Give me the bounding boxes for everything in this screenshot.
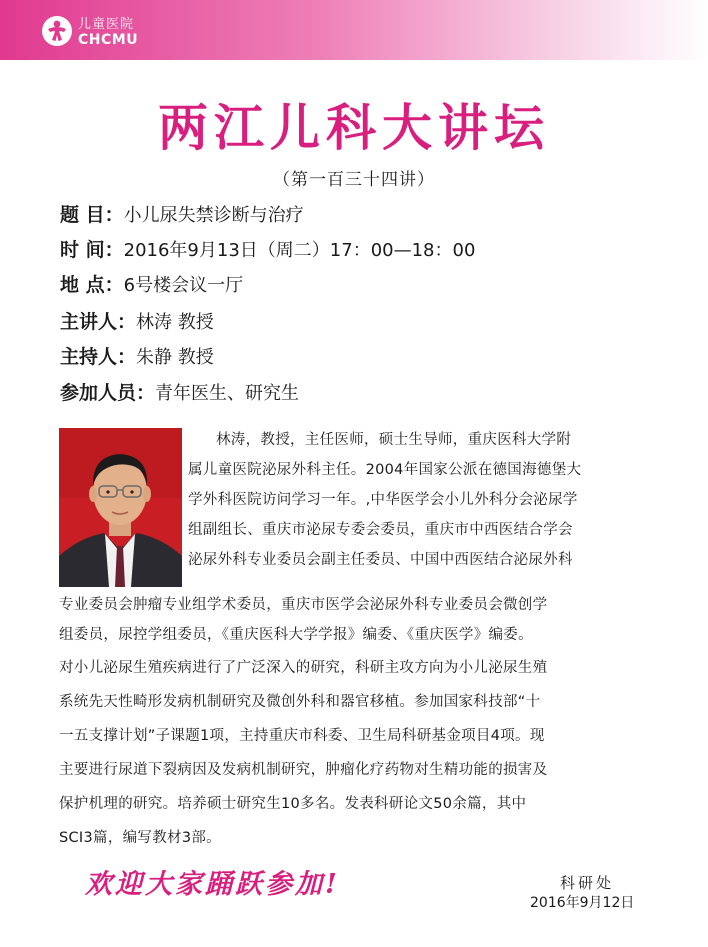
bio-line: 专业委员会肿瘤专业组学术委员，重庆市医学会泌尿外科专业委员会微创学: [59, 597, 548, 613]
place-value: 6号楼会议一厅: [123, 275, 244, 296]
bio-line: 林涛，教授，主任医师，硕士生导师，重庆医科大学附: [216, 432, 572, 448]
attendees-value: 青年医生、研究生: [155, 383, 300, 404]
welcome-slogan: 欢迎大家踊跃参加!: [85, 869, 340, 900]
host-value: 朱静 教授: [136, 347, 214, 368]
hospital-logo-icon: [42, 16, 72, 46]
speaker-value: 林涛 教授: [136, 312, 214, 333]
place-label: 地 点：: [60, 274, 124, 296]
bio-line: 一五支撑计划”子课题1项，主持重庆市科委、卫生局科研基金项目4项。现: [59, 728, 545, 744]
topic-row: [60, 203, 680, 228]
page-title: 两江儿科大讲坛: [158, 99, 550, 157]
bio-line: SCI3篇，编写教材3部。: [59, 830, 221, 846]
bio-line: 学外科医院访问学习一年。,中华医学会小儿外科分会泌尿学: [188, 492, 578, 508]
bio-line: 保护机理的研究。培养硕士研究生10多名。发表科研论文50余篇，其中: [59, 796, 527, 812]
signature-office: 科研处: [560, 874, 615, 892]
bio-line: 主要进行尿道下裂病因及发病机制研究，肿瘤化疗药物对生精功能的损害及: [59, 762, 548, 778]
attendees-label: 参加人员：: [60, 382, 156, 404]
bio-line: 组委员，尿控学组委员，《重庆医科大学学报》编委、《重庆医学》编委。: [59, 627, 533, 643]
speaker-photo: [59, 428, 182, 587]
host-label: 主持人：: [60, 346, 137, 368]
bio-line: 系统先天性畸形发病机制研究及微创外科和器官移植。参加国家科技部“十: [59, 694, 541, 710]
bio-line: 属儿童医院泌尿外科主任。2004年国家公派在德国海德堡大: [188, 462, 582, 478]
speaker-label: 主讲人：: [60, 311, 137, 333]
bio-line: 组副组长、重庆市泌尿专委会委员，重庆市中西医结合学会: [188, 522, 573, 538]
attendees-row: [60, 381, 680, 406]
hospital-logo: [42, 16, 152, 50]
time-row: [60, 238, 680, 263]
logo-english-text: CHCMU: [78, 32, 139, 48]
header-band: [0, 0, 708, 60]
logo-chinese-text: 儿童医院: [78, 17, 135, 32]
speaker-row: [60, 310, 680, 335]
signature-date: 2016年9月12日: [530, 895, 635, 911]
lecture-number: （第一百三十四讲）: [273, 170, 435, 190]
topic-label: 题 目：: [60, 204, 124, 226]
topic-value: 小儿尿失禁诊断与治疗: [123, 205, 304, 226]
time-value: 2016年9月13日（周二）17：00—18：00: [123, 240, 476, 261]
time-label: 时 间：: [60, 239, 124, 261]
bio-line: 对小儿泌尿生殖疾病进行了广泛深入的研究，科研主攻方向为小儿泌尿生殖: [59, 660, 548, 676]
bio-line: 泌尿外科专业委员会副主任委员、中国中西医结合泌尿外科: [188, 552, 573, 568]
place-row: [60, 273, 680, 298]
host-row: [60, 345, 680, 370]
